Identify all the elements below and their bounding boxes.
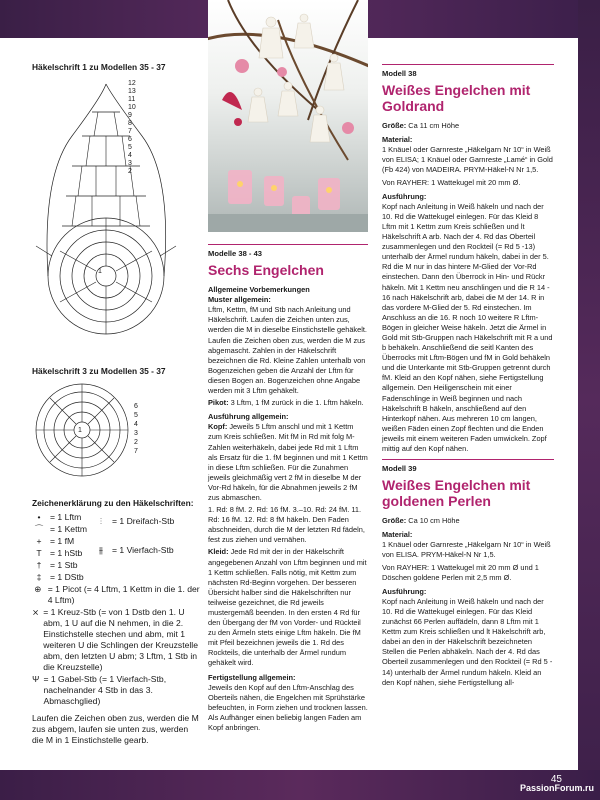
legend-item: Ψ = 1 Gabel-Stb (= 1 Vierfach-Stb, nachelnander 4 Stb in das 3. Abmaschglied)	[32, 674, 167, 706]
model-38-material-label: Material:	[382, 135, 413, 145]
right-column	[382, 62, 554, 690]
kopf-paragraph: Kopf: Jeweils 5 Lftm anschl und mit 1 Kettm zum Kreis schließen. Mit fM in Rd mit folg M-Zahlen weiterhäkeln, dabei jede Rd mit 1 Lftm als Ersatz für die 1. fM beginnen und mit 1 Kettm in diese Lftm schließen. Für die Zunahmen jeweils gleichmäßig vert 2 fM in dieselbe M der Vor-Rd häkeln, für die Abnahmen jeweils 2 fM zus abmaschen.	[208, 422, 368, 502]
diagram2-round-numbers: 6 5 4 3 2 7	[134, 403, 138, 455]
right-band	[578, 0, 600, 800]
legend-title: Zeichenerklärung zu den Häkelschriften:	[32, 498, 194, 508]
bottom-banner	[0, 770, 600, 800]
model-39-label: Modell 39	[382, 464, 417, 474]
general-title: Allgemeine Vorbemerkungen	[208, 285, 310, 295]
diagram1-round-numbers: 12 13 11 10 9 8 7 6 5 4 3 2	[128, 80, 136, 175]
model-39-ausf-label: Ausführung:	[382, 586, 427, 596]
ausfuehrung-label: Ausführung allgemein:	[208, 412, 289, 422]
model-38-size: Größe: Ca 11 cm Höhe	[382, 121, 460, 131]
fertig-text: Jeweils den Kopf auf den Lftm-Anschlag des Oberteils nähen, die Engelchen mit Sprühstärke befeuchten, in Form ziehen und trocknen lassen. Als Aufhänger einen beliebig langen Faden am Kopf anbringen.	[208, 682, 368, 733]
legend-item: ⌒ = 1 Kettm	[34, 524, 88, 534]
diagram2	[32, 380, 200, 480]
diagram1-center-number: 1	[98, 268, 102, 275]
watermark: PassionForum.ru	[519, 783, 594, 793]
fertig-label: Fertigstellung allgemein:	[208, 672, 296, 682]
legend-item: ‡ = 1 DStb	[36, 572, 84, 582]
model-39-ausf: Kopf nach Anleitung in Weiß häkeln und nach der 10. Rd die Wattekugel einlegen. Für das Kleid zunächst 66 Perlen auffädeln, dann 8 Lftm mit 1 Kettm zum Kreis schließen und lt Häkelschrift arb, dabei an den in der Häkelschrift bezeichneten Stellen die Perlen abhäkeln. Nach der 4. Rd das Oberteil zusammenlegen und den Rockteil (= Rd 5 - 14) unterhalb der Ärmel rundum häkeln. Kleid an den Kopf nähen, siehe Fertigstellung all-	[382, 596, 553, 687]
middle-column	[208, 242, 368, 735]
section-title: Sechs Engelchen	[208, 262, 324, 279]
model-39-size: Größe: Ca 10 cm Höhe	[382, 516, 460, 526]
divider	[382, 64, 554, 65]
muster-label: Muster allgemein:	[208, 295, 271, 305]
model-39-title: Weißes Engelchen mit goldenen Perlen	[382, 477, 531, 510]
angels-photo	[208, 0, 368, 232]
legend-item: ⨯ = 1 Kreuz-Stb (= von 1 Dstb den 1. U abm, 1 U auf die N nehmen, in die 2. Einstichstelle stechen und abm, mit 1 weiteren U die Schlingen der Kreuzstelle abm, den letzten U abm; 3 Lftm, 1 Stb in die Kreuzstelle)	[32, 607, 198, 672]
rounds-text: 1. Rd: 8 fM. 2. Rd: 16 fM. 3.–10. Rd: 24 fM. 11. Rd: 16 fM. 12. Rd: 8 fM häkeln. Den Faden abschneiden, durch die M der letzten Rd fädeln, fest zus ziehen und vernähen.	[208, 505, 365, 545]
model-39-material-label: Material:	[382, 530, 413, 540]
model-38-material2: Von RAYHER: 1 Wattekugel mit 20 mm Ø.	[382, 177, 521, 187]
footer-note: Laufen die Zeichen oben zus, werden die M zus abgem, laufen sie unten zus, werden die M in 1 Einstichstelle gearb.	[32, 713, 199, 745]
divider	[208, 244, 368, 245]
model-38-ausf: Kopf nach Anleitung in Weiß häkeln und nach der 10. Rd die Wattekugel einlegen. Für das Kleid 8 Lftm mit 1 Kettm zum Kreis schließen und lt Häkelschrift A arb. Nach der 4. Rd das Oberteil zusammenlegen und den Rockteil (= Rd 5 -13) unterhalb der Ärmel rundum häkeln, dabei in der 5. Rd die M nur in das hintere M-Glied der Vor-Rd einstechen. Dann den Überrock in Hin- und Rückr häkeln. Mit 1 Kettm neu anschlingen und die R 14 - 16 nach Häkelschrift arb, dabei die M der 14. R in das vordere M-Glied der 5. Rd einstechen. Im Anschluss an die 16. R noch 10 weitere R Lftm-Bögen in gleicher Weise häkeln. Jetzt die Ärmel in Gold mit Stb-Gruppen nach Häkelschrift mit R a und b behäkeln. Anschließend die seitl Kanten des Überrocks mit Lftm-Bögen und fM in Gold behäkeln und die Unterkante mit Stb-Gruppen getrennt durch fM. Kleid an den Kopf nähen, siehe Fertigstellung allgemein. Den Heiligenschein mit einer Fadenschlinge in Weiß beginnen und nach Häkelschrift B häkeln, anschließend auf den Hinterkopf nähen. Aus mehreren 10 cm langen, weißen Fäden einen Zopf flechten und die Enden jeweils mit einem weiteren Faden umwickeln. Zopf mittig auf den Kopf nähen.	[382, 201, 553, 453]
model-38-ausf-label: Ausführung:	[382, 191, 427, 201]
diagram1	[32, 76, 200, 346]
model-38-label: Modell 38	[382, 69, 417, 78]
muster-text: Lftm, Kettm, fM und Stb nach Anleitung und Häkelschrift. Laufen die Zeichen unten zus, werden die M in dieselbe Einstichstelle gehäkelt. Laufen die Zeichen oben zus, werden die M zus abgemascht. Zahlen in der Häkelschrift bezeichnen die Rd. Kleine Zahlen unterhalb von Bogenzeichen geben die Anzahl der Lftm für diesen Bogen an. Bogenzeichen ohne Angabe werden mit 3 Lftm gehäkelt.	[208, 305, 367, 396]
kleid-paragraph: Kleid: Jede Rd mit der in der Häkelschrift angegebenen Anzahl von Lftm beginnen und mit 1 Kettm schließen. Falls nötig, mit Kettm zum nächsten Rd-Beginn vorgehen. Der besseren Übersicht halber sind die Häkelschriften nur teilweise gezeichnet, die Rd jeweils mustergemäß beenden. In den ersten 4 Rd für den Übergang der fM von Vorder- und Rückteil zu den Ärmeln stets einige Lftm häkeln. Die fM mit Pfeil bezeichnen jeweils die 1. Rd des Rockteils, die unterhalb der Ärmel rundum gehäkelt wird.	[208, 547, 367, 668]
left-column	[32, 62, 200, 748]
diagram2-title: Häkelschrift 3 zu Modellen 35 - 37	[32, 366, 166, 376]
page-number: 45	[550, 774, 562, 785]
legend-item: † = 1 Stb	[36, 560, 78, 570]
divider	[382, 459, 554, 460]
crochet-chart-1	[32, 76, 200, 346]
diagram1-title: Häkelschrift 1 zu Modellen 35 - 37	[32, 62, 166, 72]
legend-item: • = 1 Lftm	[37, 512, 82, 522]
legend-item: ⊕ = 1 Picot (= 4 Lftm, 1 Kettm in die 1. der 4 Lftm)	[34, 584, 200, 605]
picot-paragraph: Pikot: 3 Lftm, 1 fM zurück in die 1. Lftm häkeln.	[208, 398, 364, 408]
model-38-material: 1 Knäuel oder Garnreste „Häkelgarn Nr 10“ in Weiß von ELISA; 1 Knäuel oder Garnreste „Lamé“ in Gold (Fb 424) von MADEIRA. PRYM-Häkel-N Nr 1,5.	[382, 145, 553, 175]
model-39-material2: Von RAYHER: 1 Wattekugel mit 20 mm Ø und 1 Döschen goldene Perlen mit 2,5 mm Ø.	[382, 562, 539, 582]
model-39-material: 1 Knäuel oder Garnreste „Häkelgarn Nr 10“ in Weiß von ELISA. PRYM-Häkel-N Nr 1,5.	[382, 540, 551, 560]
legend-side: ⫶ = 1 Dreifach-Stb ⫵ = 1 Vierfach-Stb	[99, 516, 175, 555]
legend	[32, 512, 200, 707]
angels-illustration	[208, 0, 368, 232]
model-range: Modelle 38 - 43	[208, 249, 263, 258]
legend-item: + = 1 fM	[36, 536, 75, 546]
model-38-title: Weißes Engelchen mit Goldrand	[382, 82, 531, 115]
legend-item: T = 1 hStb	[36, 548, 83, 558]
diagram2-center-number: 1	[78, 427, 82, 434]
